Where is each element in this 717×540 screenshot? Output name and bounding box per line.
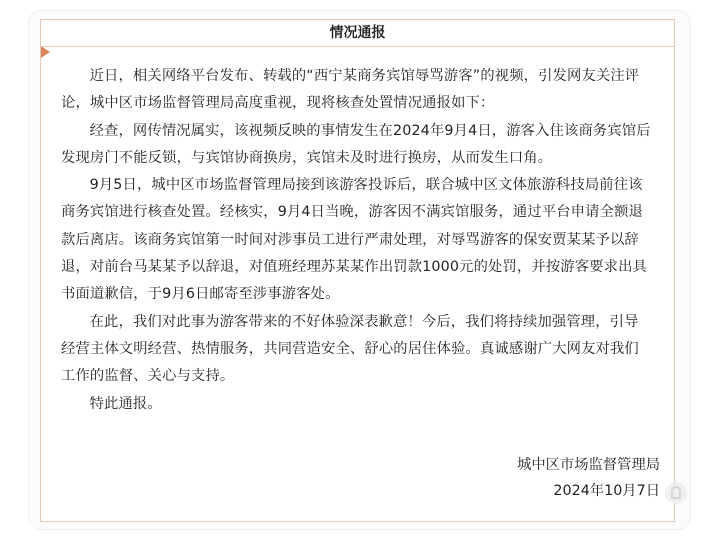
paragraph-intro: 近日，相关网络平台发布、转载的“西宁某商务宾馆辱骂游客”的视频，引发网友关注评 论，城中区市场监督管理局高度重视，现将核查处置情况通报如下： — [61, 68, 640, 112]
corner-marker-icon — [41, 46, 50, 58]
paragraph-closing: 特此通报。 — [89, 395, 162, 412]
signature-organization: 城中区市场监督管理局 — [517, 457, 660, 473]
paragraph-handling: 9月5日，城中区市场监督管理局接到该游客投诉后，联合城中区文体旅游科技局前往该 商务宾馆进行核查处置。经核实，9月4日当晚，游客因不满宾馆服务，通过平台申请全额退 款后离店。该商务宾馆第一时间对涉事员工进行严肃处理，对辱骂游客的保安贾某某予以辞 退，对前台马某某予以辞退，对值班经理苏某某作出罚款1000元的处罚，并按游客要求出具 书面道歉信，于9月6日邮寄至涉事游客处。 — [61, 177, 647, 303]
paragraph-investigation: 经查，网传情况属实，该视频反映的事情发生在2024年9月4日，游客入住该商务宾馆后 发现房门不能反锁，与宾馆协商换房，宾馆未及时进行换房，从而发生口角。 — [61, 122, 651, 166]
watermark-icon — [665, 482, 687, 504]
notice-title: 情况通报 — [41, 20, 674, 47]
paragraph-apology: 在此，我们对此事为游客带来的不好体验深表歉意！今后，我们将持续加强管理，引导 经营主体文明经营、热情服务，共同营造安全、舒心的居住体验。真诚感谢广大网友对我们 工作的监督、关心与支持。 — [61, 313, 639, 385]
notice-body — [61, 63, 663, 418]
notice-document — [40, 19, 675, 522]
signature-date: 2024年10月7日 — [553, 483, 660, 499]
